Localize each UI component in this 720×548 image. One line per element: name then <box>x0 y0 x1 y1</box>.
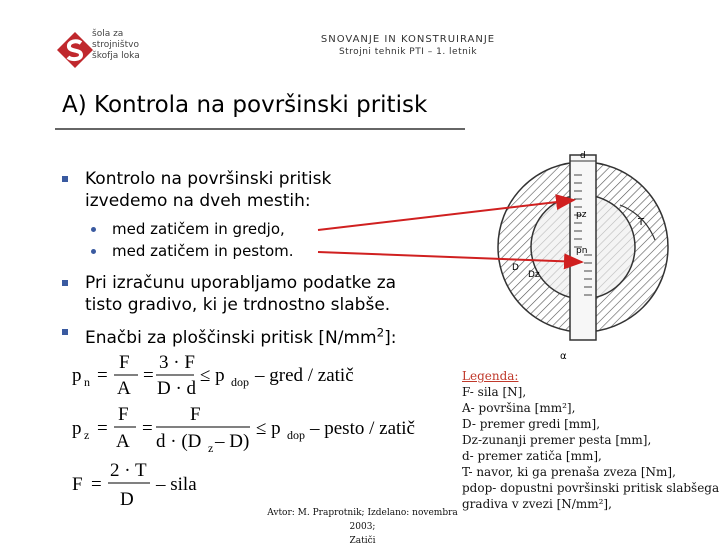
legend-line: Dz-zunanji premer pesta [mm], <box>462 433 652 447</box>
svg-text:F: F <box>119 352 130 373</box>
svg-text:p: p <box>72 418 82 439</box>
svg-text:A: A <box>116 431 130 452</box>
bullet-text: Pri izračunu uporabljamo podatke za <box>85 273 397 293</box>
svg-text:n: n <box>84 375 90 389</box>
svg-text:– sila: – sila <box>156 474 197 495</box>
page-title: A) Kontrola na površinski pritisk <box>62 92 428 118</box>
bullet-text: izvedemo na dveh mestih: <box>85 191 311 211</box>
label-pn: pn <box>576 246 588 256</box>
arrow-pesto <box>318 252 582 262</box>
svg-text:dop: dop <box>287 428 305 442</box>
school-line: škofja loka <box>92 51 140 61</box>
author-footer <box>260 506 465 548</box>
legend-line: A- površina [mm²], <box>462 401 576 415</box>
svg-text:=: = <box>97 365 108 386</box>
svg-text:dop: dop <box>231 375 249 389</box>
svg-text:D · d: D · d <box>157 378 197 399</box>
svg-text:=: = <box>143 365 154 386</box>
sub-bullet-text: med zatičem in pestom. <box>112 242 294 260</box>
bullet-text: Kontrolo na površinski pritisk <box>85 169 332 189</box>
svg-text:F: F <box>190 404 201 425</box>
bullet-text: tisto gradivo, ki je trdnostno slabše. <box>85 295 391 315</box>
svg-text:p: p <box>72 365 82 386</box>
svg-text:– gred / zatič: – gred / zatič <box>255 365 354 386</box>
author-topic: Zatiči <box>349 536 376 546</box>
legend <box>462 368 719 512</box>
svg-text:3 · F: 3 · F <box>159 352 195 373</box>
legend-line: pdop- dopustni površinski pritisk slabšega <box>462 481 720 495</box>
label-d: d <box>580 151 586 161</box>
svg-text:F: F <box>72 474 83 495</box>
legend-line: F- sila [N], <box>462 385 527 399</box>
school-line: strojništvo <box>92 40 139 50</box>
bullet-text: Enačbi za ploščinski pritisk $[N/mm^2]$: <box>85 325 397 348</box>
label-alpha: α <box>560 351 567 362</box>
svg-text:=: = <box>142 418 153 439</box>
legend-line: d- premer zatiča [mm], <box>462 449 602 463</box>
svg-text:d · (D: d · (D <box>156 431 202 452</box>
course-title: SNOVANJE IN KONSTRUIRANJE <box>320 34 496 45</box>
svg-text:=: = <box>91 474 102 495</box>
svg-text:=: = <box>97 418 108 439</box>
svg-text:– D): – D) <box>215 431 250 452</box>
svg-text:z: z <box>84 428 90 442</box>
course-subtitle: Strojni tehnik PTI – 1. letnik <box>338 47 478 57</box>
arrow-gred <box>318 200 574 230</box>
legend-title: Legenda: <box>462 369 519 383</box>
svg-text:≤ p: ≤ p <box>256 418 281 439</box>
label-D: D <box>512 263 519 273</box>
school-line: šola za <box>92 29 124 39</box>
label-Dz: Dz <box>528 270 540 280</box>
svg-text:≤ p: ≤ p <box>200 365 225 386</box>
svg-text:z: z <box>208 441 214 455</box>
svg-text:– pesto / zatič: – pesto / zatič <box>310 418 415 439</box>
legend-line: gradiva v zvezi [N/mm²], <box>462 497 612 511</box>
svg-text:F: F <box>118 404 129 425</box>
author-line: Avtor: M. Praprotnik; Izdelano: novembra 2003; <box>267 508 458 532</box>
sub-bullet-text: med zatičem in gredjo, <box>112 220 285 238</box>
label-T: T <box>638 217 645 228</box>
label-pz: pz <box>576 210 587 220</box>
legend-line: D- premer gredi [mm], <box>462 417 601 431</box>
svg-text:2 · T: 2 · T <box>110 460 147 481</box>
svg-text:A: A <box>117 378 131 399</box>
legend-line: T- navor, ki ga prenaša zveza [Nm], <box>462 465 676 479</box>
svg-text:D: D <box>120 489 134 510</box>
